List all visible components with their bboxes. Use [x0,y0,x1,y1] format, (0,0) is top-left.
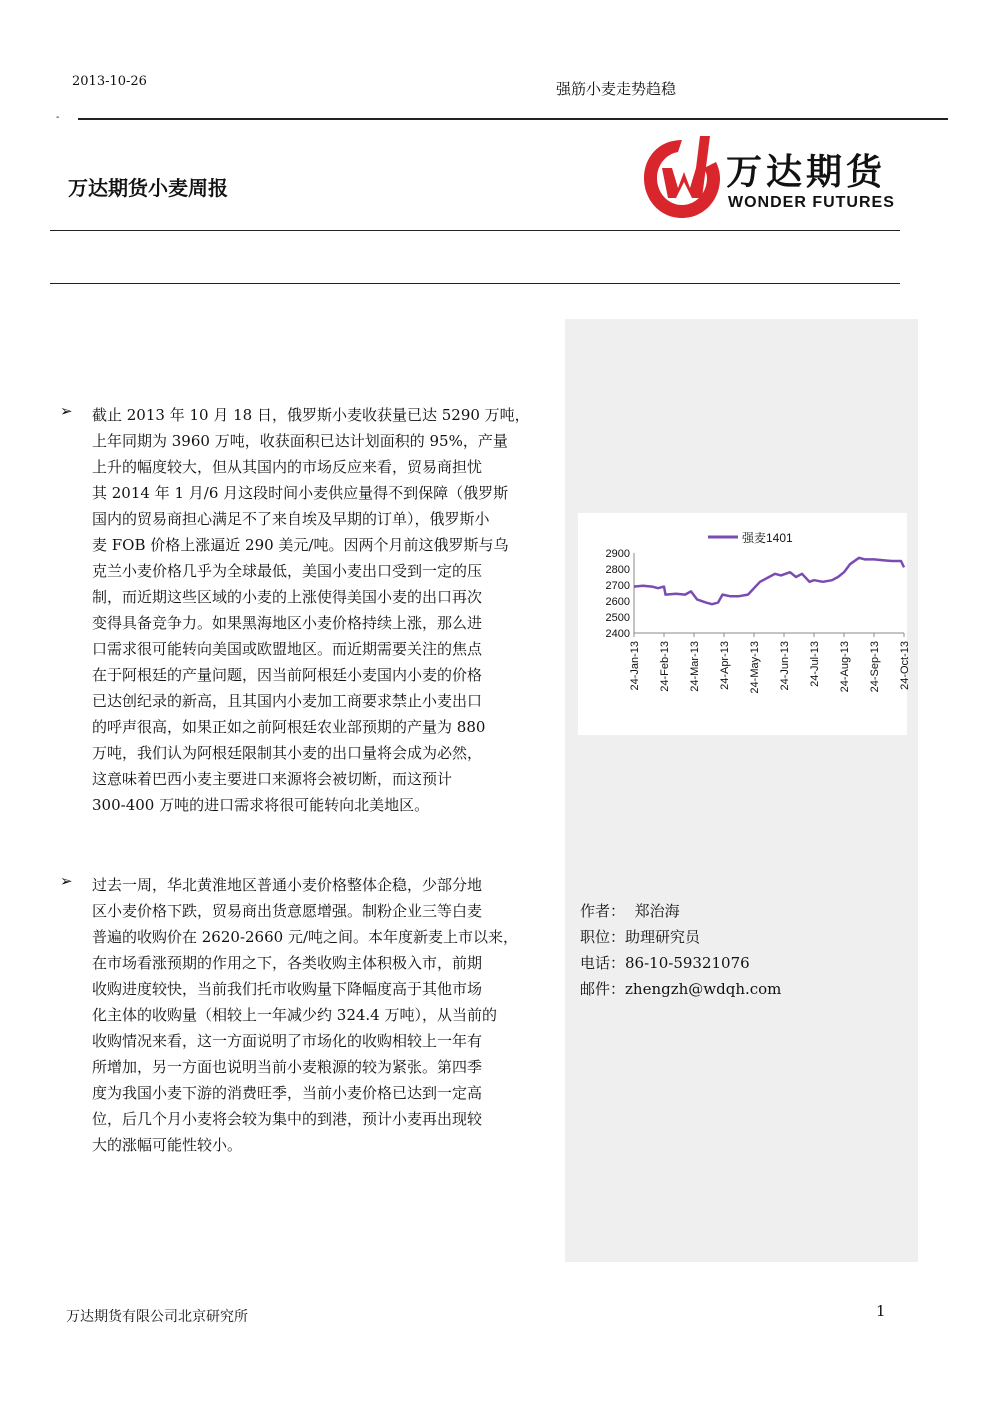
paragraph-line: 截止 2013 年 10 月 18 日，俄罗斯小麦收获量已达 5290 万吨， [92,406,530,424]
paragraph-line: 口需求很可能转向美国或欧盟地区。而近期需要关注的焦点 [92,640,483,658]
y-tick-label: 2900 [605,548,630,560]
logo-chinese-text: 万达期货 [726,152,887,193]
logo-english-text: WONDER FUTURES [728,194,895,211]
paragraph-line: 大的涨幅可能性较小。 [92,1136,243,1154]
title-rule-1 [50,230,900,231]
price-chart-svg [578,513,911,735]
company-logo [640,132,930,222]
price-chart [578,513,911,735]
paragraph-line: 麦 FOB 价格上涨逼近 290 美元/吨。因两个月前这俄罗斯与乌 [92,536,509,554]
author-email: zhengzh@wdqh.com [625,980,782,998]
author-title-label: 职位： [580,928,626,946]
paragraph-line: 的呼声很高，如果正如之前阿根廷农业部预期的产量为 880 [92,718,486,736]
x-tick-label: 24-Aug-13 [839,641,851,693]
paragraph-line: 度为我国小麦下游的消费旺季，当前小麦价格已达到一定高 [92,1084,483,1102]
author-title: 助理研究员 [625,928,701,946]
paragraph-line: 收购进度较快，当前我们托市收购量下降幅度高于其他市场 [92,980,483,998]
paragraph-line: 变得具备竞争力。如果黑海地区小麦价格持续上涨，那么进 [92,614,483,632]
paragraph-line: 在市场看涨预期的作用之下，各类收购主体积极入市，前期 [92,954,483,972]
x-tick-label: 24-Oct-13 [899,641,911,690]
paragraph-line: 普遍的收购价在 2620-2660 元/吨之间。本年度新麦上市以来， [92,928,519,946]
paragraph-line: 这意味着巴西小麦主要进口来源将会被切断，而这预计 [92,770,453,788]
author-title-row [580,924,781,950]
paragraph-line: 化主体的收购量（相较上一年减少约 324.4 万吨），从当前的 [92,1006,497,1024]
x-tick-label: 24-Jun-13 [779,641,791,691]
sidebar-panel [565,319,918,1262]
author-info [580,898,781,1002]
page-number: 1 [876,1302,886,1320]
paragraph-line: 过去一周，华北黄淮地区普通小麦价格整体企稳，少部分地 [92,876,483,894]
series-line-qiangmai1401 [634,558,904,604]
header-title: 强筋小麦走势趋稳 [556,80,677,98]
paragraph-line: 已达创纪录的新高，且其国内小麦加工商要求禁止小麦出口 [92,692,483,710]
title-rule-2 [50,283,900,284]
paragraph-line: 所增加，另一方面也说明当前小麦粮源的较为紧张。第四季 [92,1058,483,1076]
paragraph-line: 上年同期为 3960 万吨，收获面积已达计划面积的 95%，产量 [92,432,508,450]
paragraph-line: 在于阿根廷的产量问题，因当前阿根廷小麦国内小麦的价格 [92,666,483,684]
paragraph-line: 其 2014 年 1 月/6 月这段时间小麦供应量得不到保障（俄罗斯 [92,484,509,502]
paragraph-line: 300-400 万吨的进口需求将很可能转向北美地区。 [92,796,430,814]
paragraph-line: 收购情况来看，这一方面说明了市场化的收购相较上一年有 [92,1032,483,1050]
author-email-label: 邮件： [580,980,626,998]
paragraph-line: 区小麦价格下跌，贸易商出货意愿增强。制粉企业三等白麦 [92,902,483,920]
author-name-label: 作者： [580,902,626,920]
y-tick-label: 2600 [605,596,630,608]
y-tick-label: 2800 [605,564,630,576]
y-tick-label: 2500 [605,612,630,624]
author-phone-label: 电话： [580,954,626,972]
x-tick-label: 24-Apr-13 [719,641,731,690]
legend-label: 强麦1401 [742,531,793,545]
author-phone: 86-10-59321076 [625,954,750,972]
author-phone-row [580,950,781,976]
paragraph-line: 克兰小麦价格几乎为全球最低，美国小麦出口受到一定的压 [92,562,483,580]
paragraph-line: 国内的贸易商担心满足不了来自埃及早期的订单），俄罗斯小 [92,510,490,528]
header-dot: - [56,112,60,123]
header-rule [78,118,948,120]
x-tick-label: 24-Sep-13 [869,641,881,693]
paragraph-russia-wheat [92,402,550,818]
footer-company: 万达期货有限公司北京研究所 [66,1309,248,1325]
y-tick-label: 2700 [605,580,630,592]
report-date: 2013-10-26 [72,74,147,89]
bullet-2-icon: ➢ [60,872,73,890]
x-tick-label: 24-Jul-13 [809,641,821,687]
report-title: 万达期货小麦周报 [68,176,228,200]
author-email-row [580,976,781,1002]
paragraph-line: 位，后几个月小麦将会较为集中的到港，预计小麦再出现较 [92,1110,483,1128]
paragraph-line: 制，而近期这些区域的小麦的上涨使得美国小麦的出口再次 [92,588,483,606]
x-tick-label: 24-Feb-13 [659,641,671,692]
wonder-logo-icon [640,132,724,220]
paragraph-line: 万吨，我们认为阿根廷限制其小麦的出口量将会成为必然， [92,744,483,762]
author-name: 郑治海 [634,902,680,920]
paragraph-line: 上升的幅度较大，但从其国内的市场反应来看，贸易商担忧 [92,458,483,476]
author-name-row [580,898,781,924]
x-tick-label: 24-May-13 [749,641,761,694]
x-tick-label: 24-Jan-13 [629,641,641,691]
bullet-1-icon: ➢ [60,402,73,420]
paragraph-domestic-wheat [92,872,550,1158]
y-tick-label: 2400 [605,628,630,640]
x-tick-label: 24-Mar-13 [689,641,701,692]
